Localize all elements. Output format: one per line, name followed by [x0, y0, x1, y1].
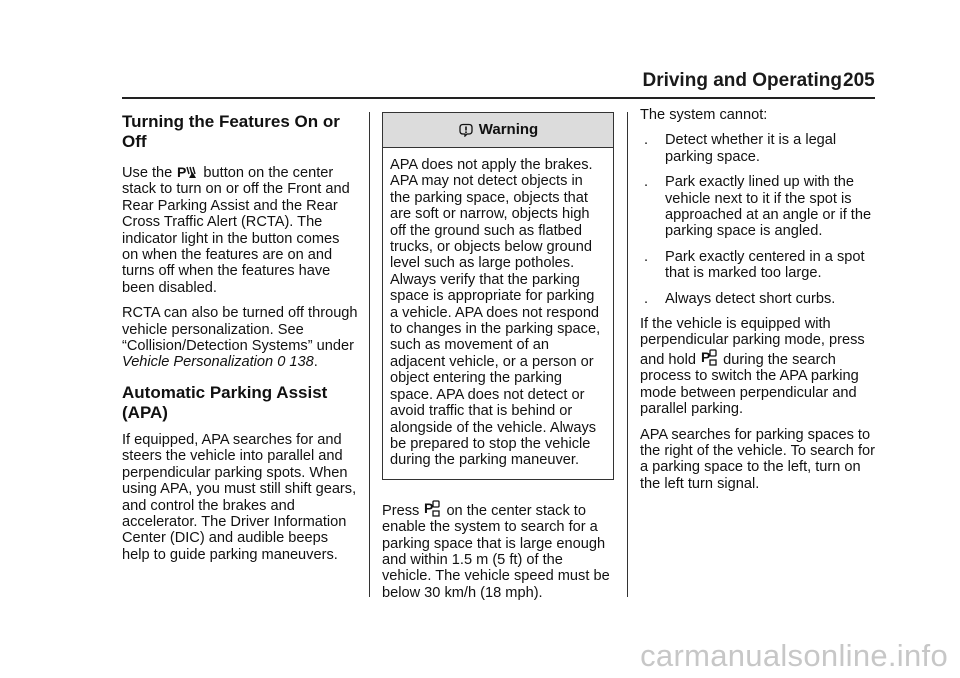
warning-title: Warning	[478, 120, 539, 138]
paragraph-text: on the center stack to enable the system to search for a parking space that is large enough and within 1.5 m (5 ft) of the vehicle. The vehicle speed must be below 30 km/h (18 mph).	[382, 502, 610, 601]
paragraph-apa-intro: If equipped, APA searches for and steers the vehicle into parallel and perpendicular parking spots. When using APA, you must still shift gears, and control the brakes and accelerator. The Driver Information Center (DIC) and audible beeps help to guide parking maneuvers.	[122, 431, 357, 563]
bullet-mark: .	[644, 132, 649, 149]
paragraph-rcta: RCTA can also be turned off through vehicle personalization. See “Collision/Detection Systems” under Vehicle Personalization 0 138.	[122, 305, 358, 371]
svg-text:P: P	[424, 499, 434, 516]
limitations-list	[640, 132, 880, 307]
paragraph-press-apa	[382, 500, 614, 601]
watermark: carmanualsonline.info	[640, 638, 948, 673]
bullet-mark: .	[644, 174, 649, 191]
paragraph-text: RCTA can also be turned off through vehicle personalization. See “Collision/Detection Systems” under	[122, 305, 358, 355]
paragraph-text: during the search process to switch the APA parking mode between perpendicular and parallel parking.	[640, 351, 859, 418]
apa-button-icon	[424, 500, 440, 518]
paragraph-system-cannot: The system cannot:	[640, 107, 768, 123]
cross-reference-label: Vehicle Personalization	[122, 354, 274, 371]
paragraph-text: button on the center stack to turn on or off the Front and Rear Parking Assist and the Rear Cross Traffic Alert (RCTA). The indicator light in the button comes on when the features are on and turns off when the features have been disabled.	[122, 165, 350, 296]
page-header-title: Driving and Operating	[642, 70, 842, 91]
svg-text:P: P	[701, 348, 711, 365]
apa-button-icon	[701, 349, 717, 367]
paragraph-perpendicular-mode	[640, 316, 880, 417]
column-2	[382, 112, 614, 610]
paragraph-text: If the vehicle is equipped with perpendicular parking mode, press and hold	[640, 316, 865, 368]
paragraph-search-direction: APA searches for parking spaces to the right of the vehicle. To search for a parking space to the left, turn on the left turn signal.	[640, 426, 875, 492]
column-divider-right	[627, 112, 628, 597]
list-item	[640, 291, 880, 307]
page-number: 205	[843, 70, 875, 91]
column-divider-left	[369, 112, 370, 597]
list-item-text: Park exactly centered in a spot that is marked too large.	[665, 248, 865, 282]
warning-body: APA does not apply the brakes. APA may not detect objects in the parking space, objects that are soft or narrow, objects high off the ground such as flatbed trucks, or objects below ground level such as large potholes. Always verify that the parking space is appropriate for parking a vehicle. APA does not respond to changes in the parking space, such as movement of an adjacent vehicle, or a person or object entering the parking space. APA does not detect or avoid traffic that is behind or alongside of the vehicle. Always be prepared to stop the vehicle during the parking maneuver.	[390, 157, 601, 469]
list-item	[640, 174, 880, 240]
svg-text:P: P	[177, 164, 187, 180]
list-item-text: Detect whether it is a legal parking space.	[665, 132, 837, 165]
bullet-mark: .	[644, 248, 649, 265]
cross-reference-page: 138	[289, 354, 314, 371]
column-1	[122, 110, 358, 572]
list-item	[640, 132, 880, 165]
section-heading-turning-features: Turning the Features On or Off	[122, 112, 340, 151]
warning-triangle-icon	[459, 123, 473, 137]
warning-box	[382, 112, 614, 480]
park-assist-icon	[177, 164, 197, 180]
header-rule	[122, 97, 875, 99]
cross-reference-vehicle-personalization[interactable]	[122, 354, 314, 370]
list-item-text: Park exactly lined up with the vehicle next to it if the spot is approached at an angle or if the parking space is angled.	[665, 174, 872, 240]
cross-reference-arrow-icon: 0	[277, 354, 286, 371]
section-heading-apa: Automatic Parking Assist (APA)	[122, 382, 328, 422]
list-item-text: Always detect short curbs.	[665, 290, 836, 307]
column-3	[640, 107, 880, 501]
list-item	[640, 249, 880, 282]
paragraph-text: Use the	[122, 165, 173, 181]
warning-header	[383, 113, 613, 148]
paragraph-text: Press	[382, 502, 420, 519]
bullet-mark: .	[644, 290, 649, 307]
paragraph-park-assist-button	[122, 164, 358, 296]
